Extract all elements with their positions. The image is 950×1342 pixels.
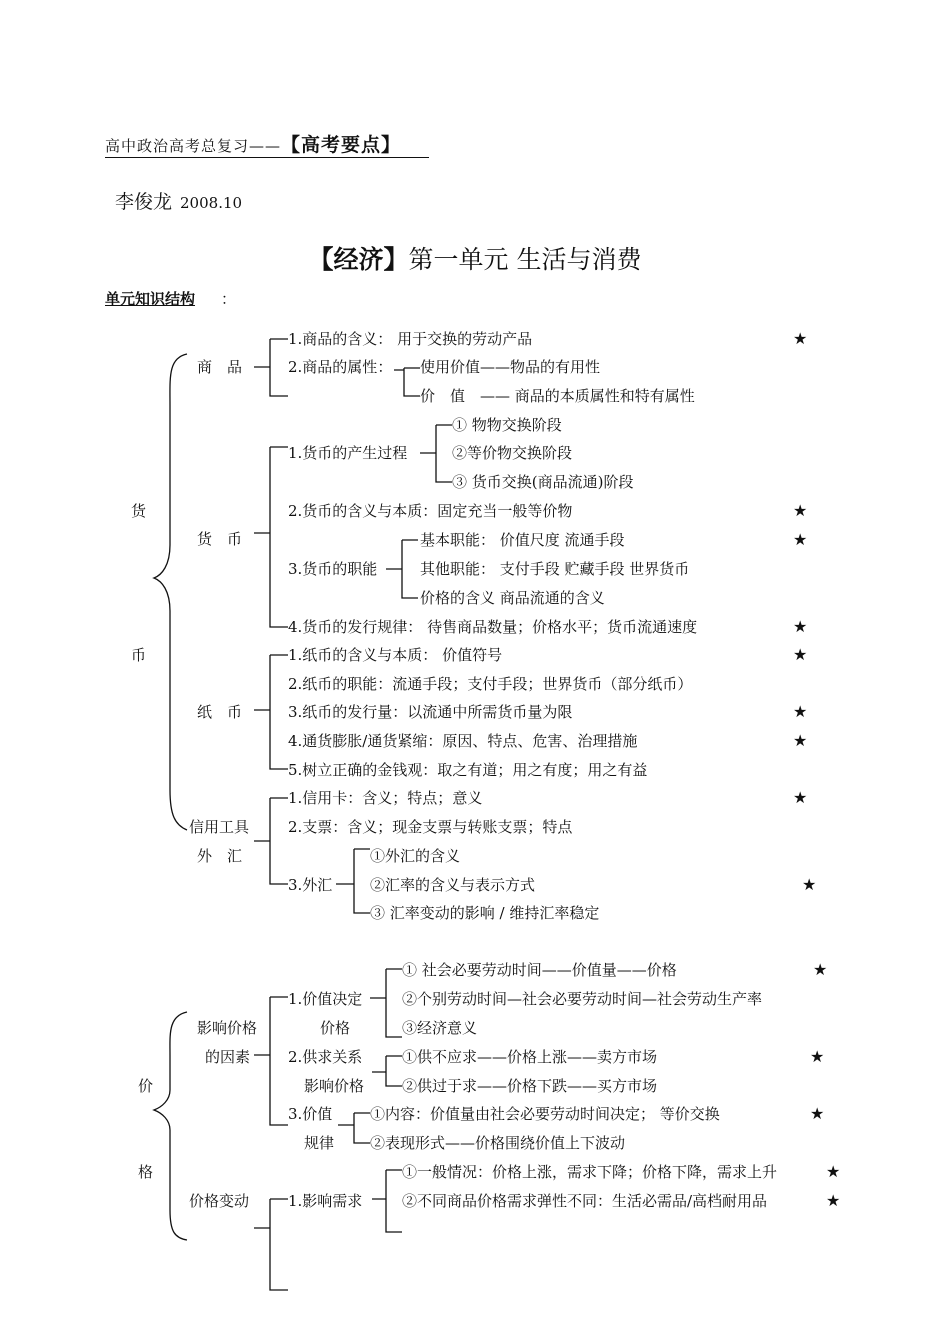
xuqiu-label: 1.影响需求 <box>288 1192 363 1210</box>
root-huobi-bottom: 币 <box>131 646 147 664</box>
xinyong-item-2: 2.支票：含义；现金支票与转账支票；特点 <box>288 818 573 836</box>
root-jiage-bottom: 格 <box>138 1163 154 1181</box>
bracket-xinyong <box>254 798 288 884</box>
bracket-guilv <box>338 1113 370 1143</box>
shangpin-attr-2: 价 值 —— 商品的本质属性和特有属性 <box>420 387 695 405</box>
gongqiu-item-2: ②供过于求——价格下跌——买方市场 <box>402 1077 658 1095</box>
bracket-zhineng <box>386 540 418 598</box>
bracket-biandong <box>254 1199 288 1290</box>
node-waihui: 外 汇 <box>197 847 243 865</box>
guilv-item-2: ②表现形式——价格围绕价值上下波动 <box>370 1134 626 1152</box>
guilv-label-1: 3.价值 <box>288 1105 333 1123</box>
node-xinyong: 信用工具 <box>189 818 250 836</box>
unit-title-bracket: 【经济】 <box>308 245 409 274</box>
forex-item-3: ③ 汇率变动的影响 / 维持汇率稳定 <box>370 904 600 922</box>
star-icon: ★ <box>793 645 808 664</box>
star-icon: ★ <box>793 329 808 348</box>
zhibi-item-3: 3.纸币的发行量：以流通中所需货币量为限 <box>288 703 573 721</box>
star-icon: ★ <box>826 1191 841 1210</box>
bracket-zhibi <box>254 655 288 769</box>
bracket-waihui <box>336 849 370 913</box>
shangpin-attr-1: 使用价值——物品的有用性 <box>420 358 601 376</box>
unit-title-text: 第一单元 生活与消费 <box>408 245 642 274</box>
bracket-jiazhi <box>370 969 402 1037</box>
huobi-origin: 1.货币的产生过程 <box>288 444 408 462</box>
xinyong-item-3: 3.外汇 <box>288 876 333 894</box>
zhibi-item-2: 2.纸币的职能：流通手段；支付手段；世界货币（部分纸币） <box>288 675 693 693</box>
brace-jiage <box>154 1012 187 1240</box>
bracket-shangpin <box>254 339 288 396</box>
node-yingxiang-1: 影响价格 <box>197 1019 258 1037</box>
root-huobi-top: 货 <box>131 502 147 520</box>
header-title: 高中政治高考总复习—— <box>105 137 282 155</box>
guilv-label-2: 规律 <box>304 1134 335 1152</box>
node-yingxiang-2: 的因素 <box>205 1048 251 1066</box>
xuqiu-item-2: ②不同商品价格需求弹性不同：生活必需品/高档耐用品 <box>402 1192 768 1210</box>
brace-huobi <box>154 354 187 830</box>
node-huobi: 货 币 <box>197 530 243 548</box>
bracket-chansheng <box>420 425 452 482</box>
star-icon: ★ <box>810 1047 825 1066</box>
huobi-functions: 3.货币的职能 <box>288 560 378 578</box>
star-icon: ★ <box>793 501 808 520</box>
star-icon: ★ <box>793 702 808 721</box>
huobi-essence: 2.货币的含义与本质：固定充当一般等价物 <box>288 502 573 520</box>
star-icon: ★ <box>793 788 808 807</box>
forex-item-2: ②汇率的含义与表示方式 <box>370 876 536 894</box>
jiazhi-item-2: ②个别劳动时间—社会必要劳动时间—社会劳动生产率 <box>402 990 763 1008</box>
star-icon: ★ <box>793 731 808 750</box>
huobi-function-2: 其他职能： 支付手段 贮藏手段 世界货币 <box>420 560 690 578</box>
zhibi-item-1: 1.纸币的含义与本质： 价值符号 <box>288 646 503 664</box>
xuqiu-item-1: ①一般情况：价格上涨，需求下降；价格下降，需求上升 <box>402 1163 778 1181</box>
header-tag: 【高考要点】 <box>281 134 402 156</box>
author-date: 2008.10 <box>180 194 243 212</box>
jiazhi-item-3: ③经济意义 <box>402 1019 478 1037</box>
bracket-yingxiang <box>254 997 288 1125</box>
bracket-xuqiu <box>372 1170 402 1232</box>
guilv-item-1: ①内容：价值量由社会必要劳动时间决定； 等价交换 <box>370 1105 720 1123</box>
star-icon: ★ <box>793 530 808 549</box>
root-jiage-top: 价 <box>138 1077 154 1095</box>
gongqiu-label-2: 影响价格 <box>304 1077 365 1095</box>
forex-item-1: ①外汇的含义 <box>370 847 461 865</box>
huobi-law: 4.货币的发行规律： 待售商品数量；价格水平；货币流通速度 <box>288 618 698 636</box>
xinyong-item-1: 1.信用卡：含义；特点；意义 <box>288 789 483 807</box>
jiazhi-item-1: ① 社会必要劳动时间——价值量——价格 <box>402 961 677 979</box>
shangpin-item-1: 1.商品的含义： 用于交换的劳动产品 <box>288 330 533 348</box>
structure-heading: 单元知识结构 <box>105 290 196 308</box>
jiazhi-label-2: 价格 <box>320 1019 351 1037</box>
node-shangpin: 商 品 <box>197 358 243 376</box>
jiazhi-label-1: 1.价值决定 <box>288 990 363 1008</box>
author-name: 李俊龙 <box>115 191 173 213</box>
star-icon: ★ <box>813 960 828 979</box>
huobi-function-1: 基本职能： 价值尺度 流通手段 <box>420 531 625 549</box>
huobi-function-3: 价格的含义 商品流通的含义 <box>420 589 605 607</box>
node-zhibi: 纸 币 <box>197 703 243 721</box>
huobi-stage-1: ① 物物交换阶段 <box>452 416 562 434</box>
star-icon: ★ <box>793 617 808 636</box>
gongqiu-label-1: 2.供求关系 <box>288 1048 363 1066</box>
huobi-stage-3: ③ 货币交换(商品流通)阶段 <box>452 473 634 491</box>
zhibi-item-4: 4.通货膨胀/通货紧缩：原因、特点、危害、治理措施 <box>288 732 638 750</box>
bracket-huobi <box>254 447 288 627</box>
bracket-shuxing <box>394 368 420 396</box>
star-icon: ★ <box>826 1162 841 1181</box>
bracket-gongqiu <box>372 1056 402 1086</box>
zhibi-item-5: 5.树立正确的金钱观：取之有道；用之有度；用之有益 <box>288 761 648 779</box>
shangpin-item-2-text: 2.商品的属性 <box>288 358 378 376</box>
huobi-stage-2: ②等价物交换阶段 <box>452 444 573 462</box>
shangpin-item-2 <box>288 358 392 376</box>
gongqiu-item-1: ①供不应求——价格上涨——卖方市场 <box>402 1048 658 1066</box>
structure-heading-colon: ： <box>221 290 237 308</box>
node-biandong: 价格变动 <box>189 1192 250 1210</box>
shangpin-item-2-colon: ： <box>377 358 393 376</box>
star-icon: ★ <box>802 875 817 894</box>
star-icon: ★ <box>810 1104 825 1123</box>
